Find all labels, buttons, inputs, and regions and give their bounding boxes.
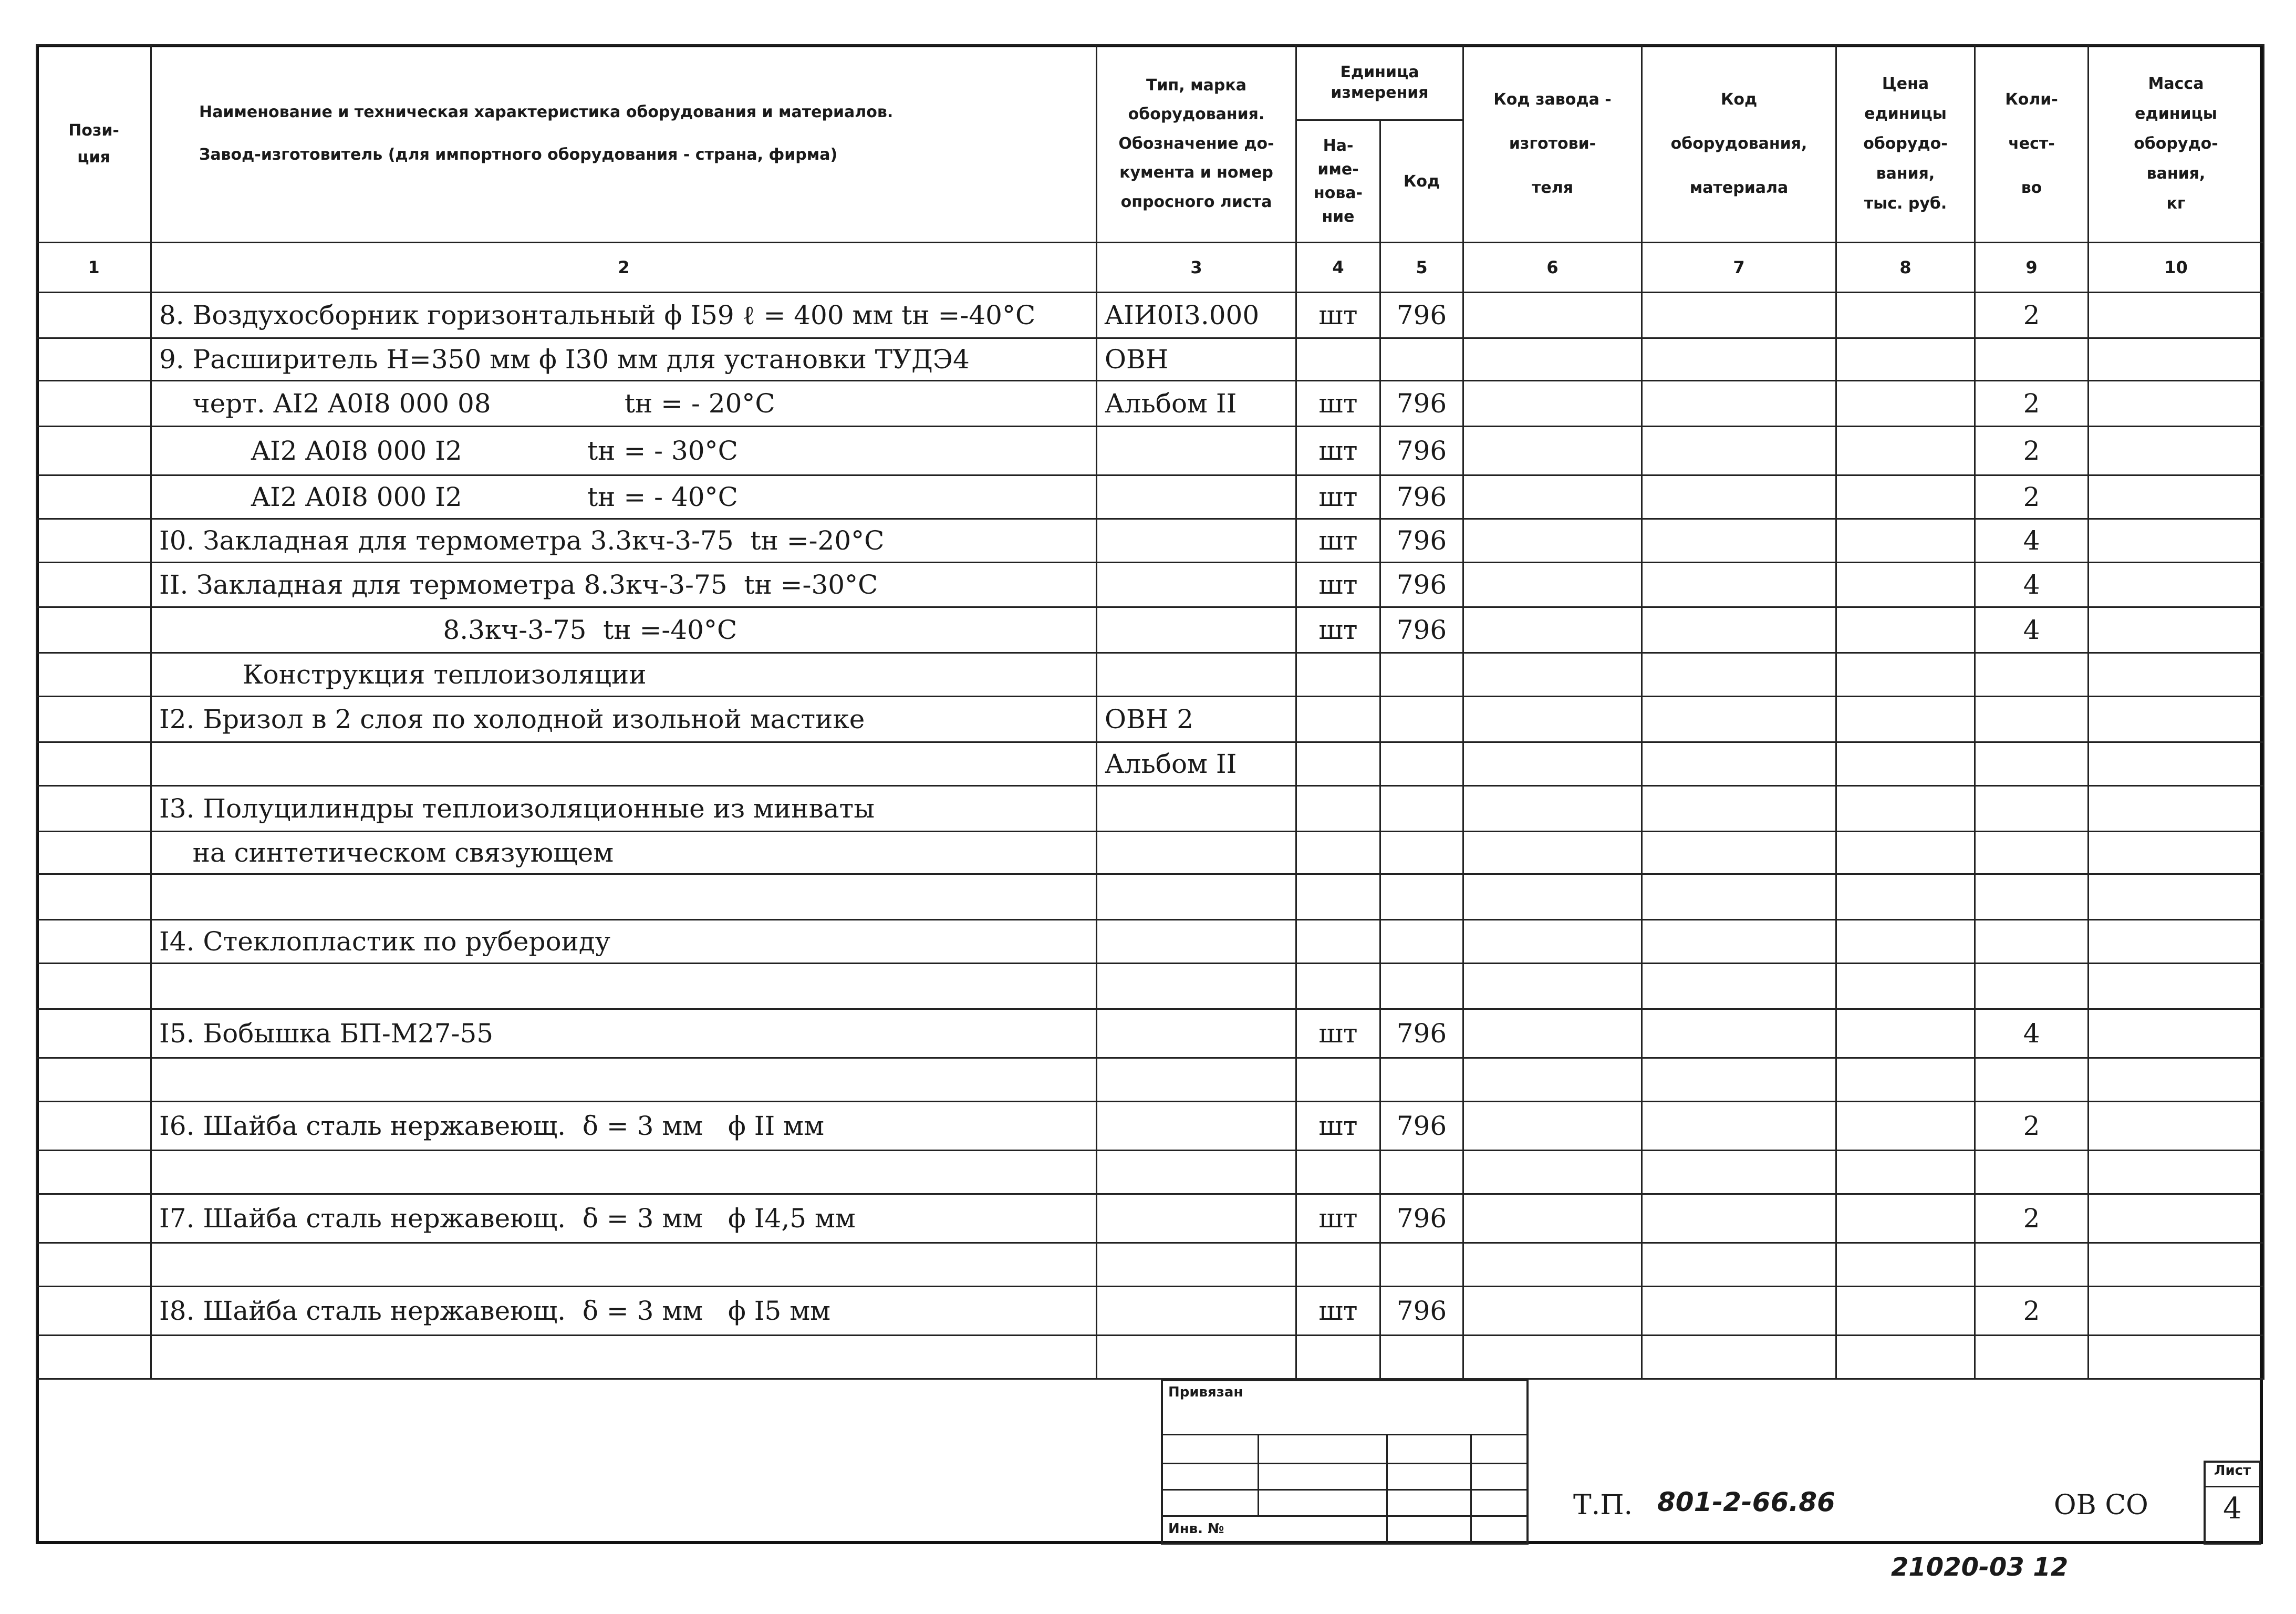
mass-cell	[2089, 1151, 2264, 1194]
mass-cell	[2089, 697, 2264, 742]
name-cell: II. Закладная для термометра 8.3кч-3-75 tн =-30°C	[151, 563, 1097, 607]
name-cell: 9. Расширитель Н=350 мм ϕ I30 мм для установки ТУДЭ4	[151, 338, 1097, 381]
name-cell: AI2 A0I8 000 I2 tн = - 30°C	[151, 427, 1097, 475]
quantity-cell: 2	[1975, 293, 2089, 338]
table-row	[37, 519, 2264, 563]
approval-stamp	[1161, 1379, 1529, 1545]
table-row	[37, 563, 2264, 607]
price-cell	[1836, 519, 1975, 563]
equipment-code-cell	[1642, 519, 1836, 563]
mark-cell: ОВН 2	[1097, 697, 1296, 742]
unit-cell: шт	[1296, 1102, 1380, 1151]
position-cell	[37, 427, 151, 475]
quantity-cell: 2	[1975, 1287, 2089, 1336]
table-row	[37, 381, 2264, 427]
equipment-code-cell	[1642, 1287, 1836, 1336]
factory-code-cell	[1463, 338, 1642, 381]
mass-cell	[2089, 475, 2264, 519]
mark-cell	[1097, 1336, 1296, 1379]
equipment-code-cell	[1642, 832, 1836, 874]
table-row	[37, 1336, 2264, 1379]
table-row	[37, 1009, 2264, 1058]
price-cell	[1836, 1009, 1975, 1058]
price-cell	[1836, 1287, 1975, 1336]
position-cell	[37, 1151, 151, 1194]
equipment-code-cell	[1642, 1243, 1836, 1287]
price-cell	[1836, 1102, 1975, 1151]
unit-cell	[1296, 653, 1380, 697]
unit-cell: шт	[1296, 607, 1380, 653]
factory-code-cell	[1463, 1058, 1642, 1102]
name-cell: I3. Полуцилиндры теплоизоляционные из минваты	[151, 786, 1097, 832]
factory-code-cell	[1463, 742, 1642, 786]
header-quantity: Коли- чест- во	[1975, 45, 2089, 243]
header-equipment-code: Код оборудования, материала	[1642, 45, 1836, 243]
mass-cell	[2089, 1336, 2264, 1379]
header-unit: Единица измерения	[1296, 45, 1463, 120]
header-type: Тип, марка оборудования. Обозначение до- кумента и номер опросного листа	[1097, 45, 1296, 243]
factory-code-cell	[1463, 1287, 1642, 1336]
price-cell	[1836, 427, 1975, 475]
mass-cell	[2089, 1102, 2264, 1151]
equipment-code-cell	[1642, 1009, 1836, 1058]
price-cell	[1836, 742, 1975, 786]
unit-cell: шт	[1296, 475, 1380, 519]
unit-code-cell: 796	[1380, 427, 1463, 475]
mass-cell	[2089, 653, 2264, 697]
price-cell	[1836, 607, 1975, 653]
quantity-cell	[1975, 653, 2089, 697]
unit-code-cell: 796	[1380, 381, 1463, 427]
mark-cell: ОВН	[1097, 338, 1296, 381]
quantity-cell	[1975, 1151, 2089, 1194]
mark-cell	[1097, 1151, 1296, 1194]
mass-cell	[2089, 1194, 2264, 1243]
column-number: 10	[2089, 243, 2264, 293]
equipment-code-cell	[1642, 338, 1836, 381]
table-row	[37, 920, 2264, 964]
position-cell	[37, 920, 151, 964]
position-cell	[37, 786, 151, 832]
name-cell	[151, 1058, 1097, 1102]
column-number: 9	[1975, 243, 2089, 293]
mass-cell	[2089, 874, 2264, 920]
position-cell	[37, 607, 151, 653]
name-cell: на синтетическом связующем	[151, 832, 1097, 874]
quantity-cell: 2	[1975, 475, 2089, 519]
table-row	[37, 1243, 2264, 1287]
quantity-cell	[1975, 1336, 2089, 1379]
header-unit-code: Код	[1380, 120, 1463, 243]
unit-code-cell: 796	[1380, 1102, 1463, 1151]
mark-cell	[1097, 786, 1296, 832]
table-row	[37, 697, 2264, 742]
inventory-number-label: Инв. №	[1168, 1521, 1224, 1537]
unit-cell	[1296, 874, 1380, 920]
mass-cell	[2089, 519, 2264, 563]
position-cell	[37, 964, 151, 1009]
position-cell	[37, 742, 151, 786]
position-cell	[37, 1194, 151, 1243]
unit-code-cell: 796	[1380, 1009, 1463, 1058]
name-cell: I6. Шайба сталь нержавеющ. δ = 3 мм ϕ II мм	[151, 1102, 1097, 1151]
price-cell	[1836, 293, 1975, 338]
factory-code-cell	[1463, 920, 1642, 964]
equipment-code-cell	[1642, 653, 1836, 697]
unit-code-cell	[1380, 832, 1463, 874]
mark-cell: Альбом II	[1097, 381, 1296, 427]
unit-code-cell: 796	[1380, 563, 1463, 607]
name-cell	[151, 1243, 1097, 1287]
unit-code-cell	[1380, 920, 1463, 964]
table-row	[37, 338, 2264, 381]
mark-cell	[1097, 832, 1296, 874]
unit-code-cell: 796	[1380, 519, 1463, 563]
column-number: 7	[1642, 243, 1836, 293]
name-cell: I0. Закладная для термометра 3.3кч-3-75 tн =-20°C	[151, 519, 1097, 563]
factory-code-cell	[1463, 381, 1642, 427]
name-cell	[151, 964, 1097, 1009]
position-cell	[37, 832, 151, 874]
table-row	[37, 1151, 2264, 1194]
header-price: Цена единицы оборудо- вания, тыс. руб.	[1836, 45, 1975, 243]
unit-code-cell: 796	[1380, 1194, 1463, 1243]
unit-cell	[1296, 1336, 1380, 1379]
name-cell: I4. Стеклопластик по рубероиду	[151, 920, 1097, 964]
unit-code-cell	[1380, 1058, 1463, 1102]
price-cell	[1836, 874, 1975, 920]
unit-cell	[1296, 964, 1380, 1009]
unit-code-cell	[1380, 338, 1463, 381]
mark-cell	[1097, 475, 1296, 519]
equipment-code-cell	[1642, 475, 1836, 519]
quantity-cell	[1975, 1243, 2089, 1287]
equipment-code-cell	[1642, 742, 1836, 786]
unit-cell	[1296, 786, 1380, 832]
header-position: Пози- ция	[37, 45, 151, 243]
quantity-cell: 4	[1975, 563, 2089, 607]
price-cell	[1836, 697, 1975, 742]
position-cell	[37, 874, 151, 920]
mass-cell	[2089, 832, 2264, 874]
unit-code-cell	[1380, 786, 1463, 832]
position-cell	[37, 1243, 151, 1287]
table-row	[37, 293, 2264, 338]
position-cell	[37, 1058, 151, 1102]
mass-cell	[2089, 786, 2264, 832]
price-cell	[1836, 1336, 1975, 1379]
equipment-code-cell	[1642, 1151, 1836, 1194]
equipment-code-cell	[1642, 1336, 1836, 1379]
unit-code-cell	[1380, 1243, 1463, 1287]
unit-cell: шт	[1296, 293, 1380, 338]
equipment-code-cell	[1642, 293, 1836, 338]
column-number: 3	[1097, 243, 1296, 293]
unit-code-cell	[1380, 874, 1463, 920]
document-code: ОВ СО	[2054, 1489, 2148, 1521]
factory-code-cell	[1463, 607, 1642, 653]
quantity-cell: 2	[1975, 1102, 2089, 1151]
position-cell	[37, 381, 151, 427]
sheet-number: 4	[2223, 1492, 2242, 1526]
unit-cell: шт	[1296, 1009, 1380, 1058]
column-number: 1	[37, 243, 151, 293]
quantity-cell: 4	[1975, 607, 2089, 653]
unit-code-cell	[1380, 742, 1463, 786]
equipment-code-cell	[1642, 1194, 1836, 1243]
position-cell	[37, 1287, 151, 1336]
unit-cell	[1296, 920, 1380, 964]
quantity-cell	[1975, 920, 2089, 964]
factory-code-cell	[1463, 293, 1642, 338]
equipment-code-cell	[1642, 427, 1836, 475]
equipment-code-cell	[1642, 607, 1836, 653]
unit-code-cell	[1380, 964, 1463, 1009]
price-cell	[1836, 475, 1975, 519]
equipment-code-cell	[1642, 381, 1836, 427]
mark-cell	[1097, 920, 1296, 964]
factory-code-cell	[1463, 697, 1642, 742]
position-cell	[37, 1336, 151, 1379]
mass-cell	[2089, 381, 2264, 427]
factory-code-cell	[1463, 1102, 1642, 1151]
unit-code-cell: 796	[1380, 475, 1463, 519]
mark-cell	[1097, 1194, 1296, 1243]
unit-cell	[1296, 338, 1380, 381]
factory-code-cell	[1463, 1194, 1642, 1243]
factory-code-cell	[1463, 653, 1642, 697]
mass-cell	[2089, 563, 2264, 607]
table-row	[37, 475, 2264, 519]
column-number: 4	[1296, 243, 1380, 293]
mass-cell	[2089, 293, 2264, 338]
quantity-cell	[1975, 742, 2089, 786]
unit-code-cell: 796	[1380, 607, 1463, 653]
name-cell	[151, 742, 1097, 786]
unit-cell: шт	[1296, 563, 1380, 607]
column-number: 2	[151, 243, 1097, 293]
price-cell	[1836, 338, 1975, 381]
factory-code-cell	[1463, 519, 1642, 563]
position-cell	[37, 1009, 151, 1058]
name-cell: I8. Шайба сталь нержавеющ. δ = 3 мм ϕ I5 мм	[151, 1287, 1097, 1336]
mass-cell	[2089, 920, 2264, 964]
mark-cell	[1097, 1058, 1296, 1102]
unit-code-cell	[1380, 1336, 1463, 1379]
name-cell: 8. Воздухосборник горизонтальный ϕ I59 ℓ = 400 мм tн =-40°C	[151, 293, 1097, 338]
price-cell	[1836, 381, 1975, 427]
table-row	[37, 832, 2264, 874]
table-row	[37, 1058, 2264, 1102]
price-cell	[1836, 1243, 1975, 1287]
name-cell: черт. AI2 A0I8 000 08 tн = - 20°C	[151, 381, 1097, 427]
table-row	[37, 1194, 2264, 1243]
unit-cell: шт	[1296, 1194, 1380, 1243]
mark-cell	[1097, 1009, 1296, 1058]
mark-cell	[1097, 519, 1296, 563]
mark-cell	[1097, 653, 1296, 697]
unit-cell	[1296, 742, 1380, 786]
table-row	[37, 607, 2264, 653]
quantity-cell	[1975, 964, 2089, 1009]
table-row	[37, 427, 2264, 475]
name-cell: I5. Бобышка БП-М27-55	[151, 1009, 1097, 1058]
mass-cell	[2089, 427, 2264, 475]
price-cell	[1836, 563, 1975, 607]
table-row	[37, 1102, 2264, 1151]
factory-code-cell	[1463, 1009, 1642, 1058]
unit-cell: шт	[1296, 1287, 1380, 1336]
quantity-cell	[1975, 1058, 2089, 1102]
mark-cell: AIИ0I3.000	[1097, 293, 1296, 338]
header-name-line2: Завод-изготовитель (для импортного оборудования - страна, фирма)	[199, 145, 838, 164]
position-cell	[37, 697, 151, 742]
quantity-cell: 2	[1975, 1194, 2089, 1243]
mass-cell	[2089, 338, 2264, 381]
equipment-code-cell	[1642, 563, 1836, 607]
quantity-cell: 4	[1975, 1009, 2089, 1058]
table-row	[37, 964, 2264, 1009]
sheet-box	[2204, 1461, 2261, 1545]
factory-code-cell	[1463, 563, 1642, 607]
column-number: 6	[1463, 243, 1642, 293]
quantity-cell	[1975, 786, 2089, 832]
unit-code-cell: 796	[1380, 293, 1463, 338]
column-number: 5	[1380, 243, 1463, 293]
price-cell	[1836, 832, 1975, 874]
mark-cell	[1097, 1102, 1296, 1151]
position-cell	[37, 293, 151, 338]
factory-code-cell	[1463, 475, 1642, 519]
equipment-code-cell	[1642, 1058, 1836, 1102]
unit-cell	[1296, 1243, 1380, 1287]
unit-code-cell	[1380, 697, 1463, 742]
quantity-cell: 4	[1975, 519, 2089, 563]
header-factory-code: Код завода - изготови- теля	[1463, 45, 1642, 243]
equipment-code-cell	[1642, 697, 1836, 742]
mark-cell	[1097, 427, 1296, 475]
specification-table	[36, 44, 2264, 1380]
price-cell	[1836, 1058, 1975, 1102]
mass-cell	[2089, 1058, 2264, 1102]
price-cell	[1836, 1151, 1975, 1194]
quantity-cell: 2	[1975, 427, 2089, 475]
factory-code-cell	[1463, 1336, 1642, 1379]
header-unit-name: На- име- нова- ние	[1296, 120, 1380, 243]
header-mass: Масса единицы оборудо- вания, кг	[2089, 45, 2264, 243]
mark-cell	[1097, 1287, 1296, 1336]
position-cell	[37, 338, 151, 381]
factory-code-cell	[1463, 832, 1642, 874]
column-number: 8	[1836, 243, 1975, 293]
mass-cell	[2089, 742, 2264, 786]
unit-cell	[1296, 1058, 1380, 1102]
unit-cell: шт	[1296, 427, 1380, 475]
unit-cell	[1296, 1151, 1380, 1194]
document-number: 801-2-66.86	[1657, 1487, 1835, 1517]
unit-code-cell	[1380, 653, 1463, 697]
table-row	[37, 1287, 2264, 1336]
position-cell	[37, 519, 151, 563]
equipment-code-cell	[1642, 1102, 1836, 1151]
factory-code-cell	[1463, 964, 1642, 1009]
table-row	[37, 786, 2264, 832]
name-cell	[151, 1151, 1097, 1194]
quantity-cell	[1975, 874, 2089, 920]
unit-cell: шт	[1296, 519, 1380, 563]
table-row	[37, 874, 2264, 920]
archive-code: 21020-03 12	[1891, 1553, 2069, 1582]
equipment-code-cell	[1642, 964, 1836, 1009]
factory-code-cell	[1463, 1151, 1642, 1194]
price-cell	[1836, 653, 1975, 697]
price-cell	[1836, 964, 1975, 1009]
position-cell	[37, 653, 151, 697]
equipment-code-cell	[1642, 786, 1836, 832]
mark-cell	[1097, 1243, 1296, 1287]
name-cell: 8.3кч-3-75 tн =-40°C	[151, 607, 1097, 653]
mark-cell	[1097, 563, 1296, 607]
price-cell	[1836, 920, 1975, 964]
mark-cell	[1097, 964, 1296, 1009]
quantity-cell	[1975, 338, 2089, 381]
name-cell: Конструкция теплоизоляции	[151, 653, 1097, 697]
mark-cell: Альбом II	[1097, 742, 1296, 786]
name-cell: I7. Шайба сталь нержавеющ. δ = 3 мм ϕ I4,5 мм	[151, 1194, 1097, 1243]
mass-cell	[2089, 607, 2264, 653]
factory-code-cell	[1463, 1243, 1642, 1287]
price-cell	[1836, 1194, 1975, 1243]
table-row	[37, 653, 2264, 697]
mass-cell	[2089, 1009, 2264, 1058]
name-cell: I2. Бризол в 2 слоя по холодной изольной мастике	[151, 697, 1097, 742]
table-row	[37, 742, 2264, 786]
unit-cell	[1296, 832, 1380, 874]
mass-cell	[2089, 1287, 2264, 1336]
factory-code-cell	[1463, 427, 1642, 475]
name-cell	[151, 1336, 1097, 1379]
name-cell	[151, 874, 1097, 920]
factory-code-cell	[1463, 786, 1642, 832]
document-prefix: Т.П.	[1573, 1489, 1633, 1521]
quantity-cell: 2	[1975, 381, 2089, 427]
header-name	[151, 45, 1097, 243]
attached-label: Привязан	[1168, 1384, 1243, 1400]
quantity-cell	[1975, 697, 2089, 742]
mark-cell	[1097, 874, 1296, 920]
position-cell	[37, 475, 151, 519]
factory-code-cell	[1463, 874, 1642, 920]
header-name-line1: Наименование и техническая характеристика оборудования и материалов.	[199, 102, 894, 121]
equipment-code-cell	[1642, 920, 1836, 964]
unit-cell	[1296, 697, 1380, 742]
position-cell	[37, 563, 151, 607]
sheet-label: Лист	[2206, 1463, 2259, 1487]
equipment-code-cell	[1642, 874, 1836, 920]
unit-code-cell: 796	[1380, 1287, 1463, 1336]
mass-cell	[2089, 1243, 2264, 1287]
unit-code-cell	[1380, 1151, 1463, 1194]
position-cell	[37, 1102, 151, 1151]
unit-cell: шт	[1296, 381, 1380, 427]
quantity-cell	[1975, 832, 2089, 874]
mark-cell	[1097, 607, 1296, 653]
price-cell	[1836, 786, 1975, 832]
name-cell: AI2 A0I8 000 I2 tн = - 40°C	[151, 475, 1097, 519]
mass-cell	[2089, 964, 2264, 1009]
